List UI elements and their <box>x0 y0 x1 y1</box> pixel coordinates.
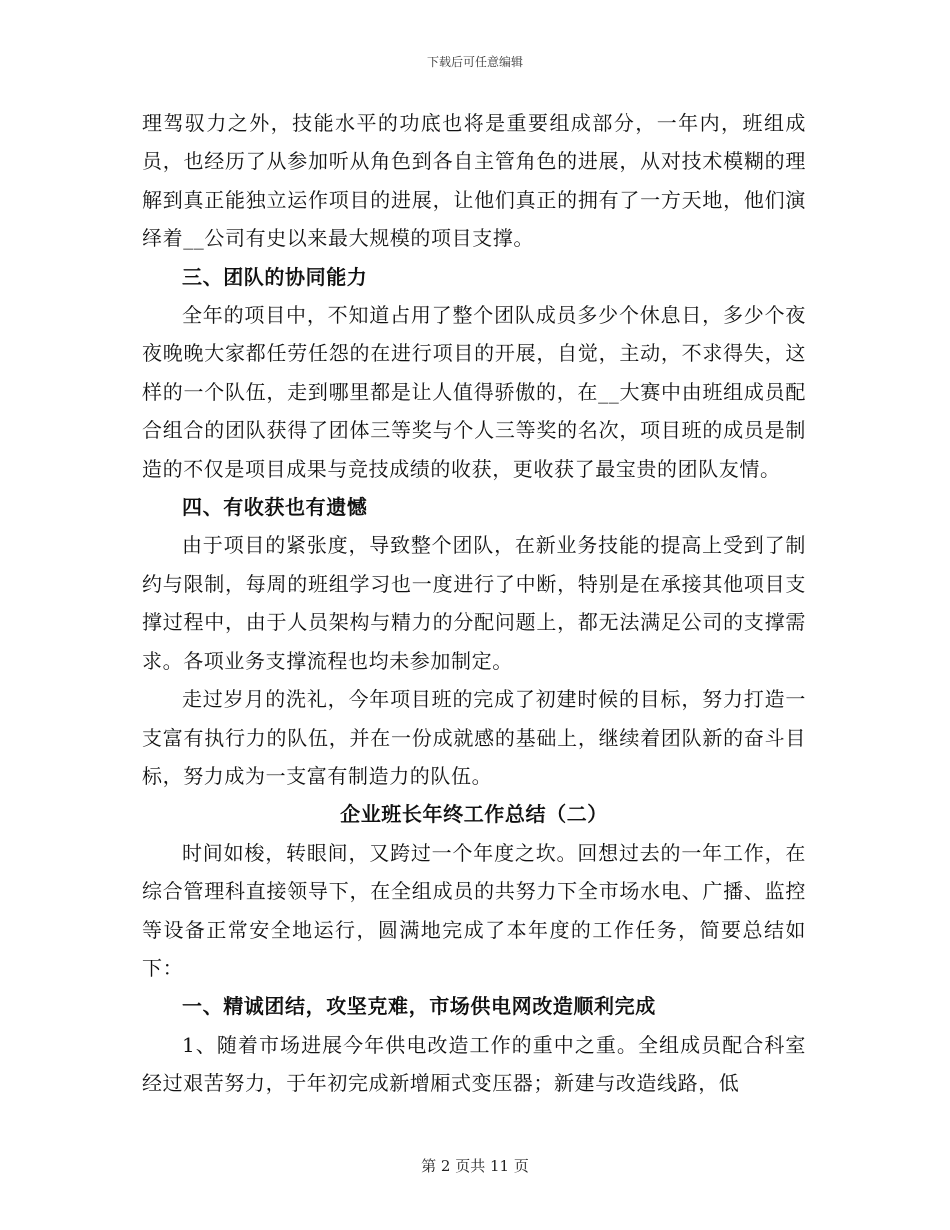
paragraph: 由于项目的紧张度，导致整个团队，在新业务技能的提高上受到了制约与限制，每周的班组学习也一度进行了中断，特别是在承接其他项目支撑过程中，由于人员架构与精力的分配问题上，都无法满足公司的支撑需求。各项业务支撑流程也均未参加制定。 <box>142 533 806 673</box>
document-title: 企业班长年终工作总结（二） <box>340 802 608 827</box>
page-header: 下载后可任意编辑 <box>426 55 523 69</box>
page-footer: 第 2 页共 11 页 <box>421 1157 529 1175</box>
paragraph: 1、随着市场进展今年供电改造工作的重中之重。全组成员配合科室经过艰苦努力，于年初完成新增厢式变压器；新建与改造线路，低 <box>142 1032 806 1096</box>
paragraph: 走过岁月的洗礼，今年项目班的完成了初建时候的目标，努力打造一支富有执行力的队伍，并在一份成就感的基础上，继续着团队新的奋斗目标，努力成为一支富有制造力的队伍。 <box>142 687 806 788</box>
paragraph: 时间如梭，转眼间，又跨过一个年度之坎。回想过去的一年工作，在综合管理科直接领导下，在全组成员的共努力下全市场水电、广播、监控等设备正常安全地运行，圆满地完成了本年度的工作任务，简要总结如下： <box>142 840 806 980</box>
paragraph-continuation: 理驾驭力之外，技能水平的功底也将是重要组成部分，一年内，班组成员，也经历了从参加听从角色到各自主管角色的进展，从对技术模糊的理解到真正能独立运作项目的进展，让他们真正的拥有了一方天地，他们演绎着__公司有史以来最大规模的项目支撑。 <box>142 111 806 251</box>
section-heading-3: 三、团队的协同能力 <box>182 264 368 289</box>
section-heading-4: 四、有收获也有遗憾 <box>182 495 368 520</box>
section-heading-1: 一、精诚团结，攻坚克难，市场供电网改造顺利完成 <box>182 994 656 1019</box>
paragraph: 全年的项目中，不知道占用了整个团队成员多少个休息日，多少个夜夜晚晚大家都任劳任怨的在进行项目的开展，自觉，主动，不求得失，这样的一个队伍，走到哪里都是让人值得骄傲的，在__大赛中由班组成员配合组合的团队获得了团体三等奖与个人三等奖的名次，项目班的成员是制造的不仅是项目成果与竞技成绩的收获，更收获了最宝贵的团队友情。 <box>142 303 806 481</box>
document-body <box>142 104 806 1103</box>
